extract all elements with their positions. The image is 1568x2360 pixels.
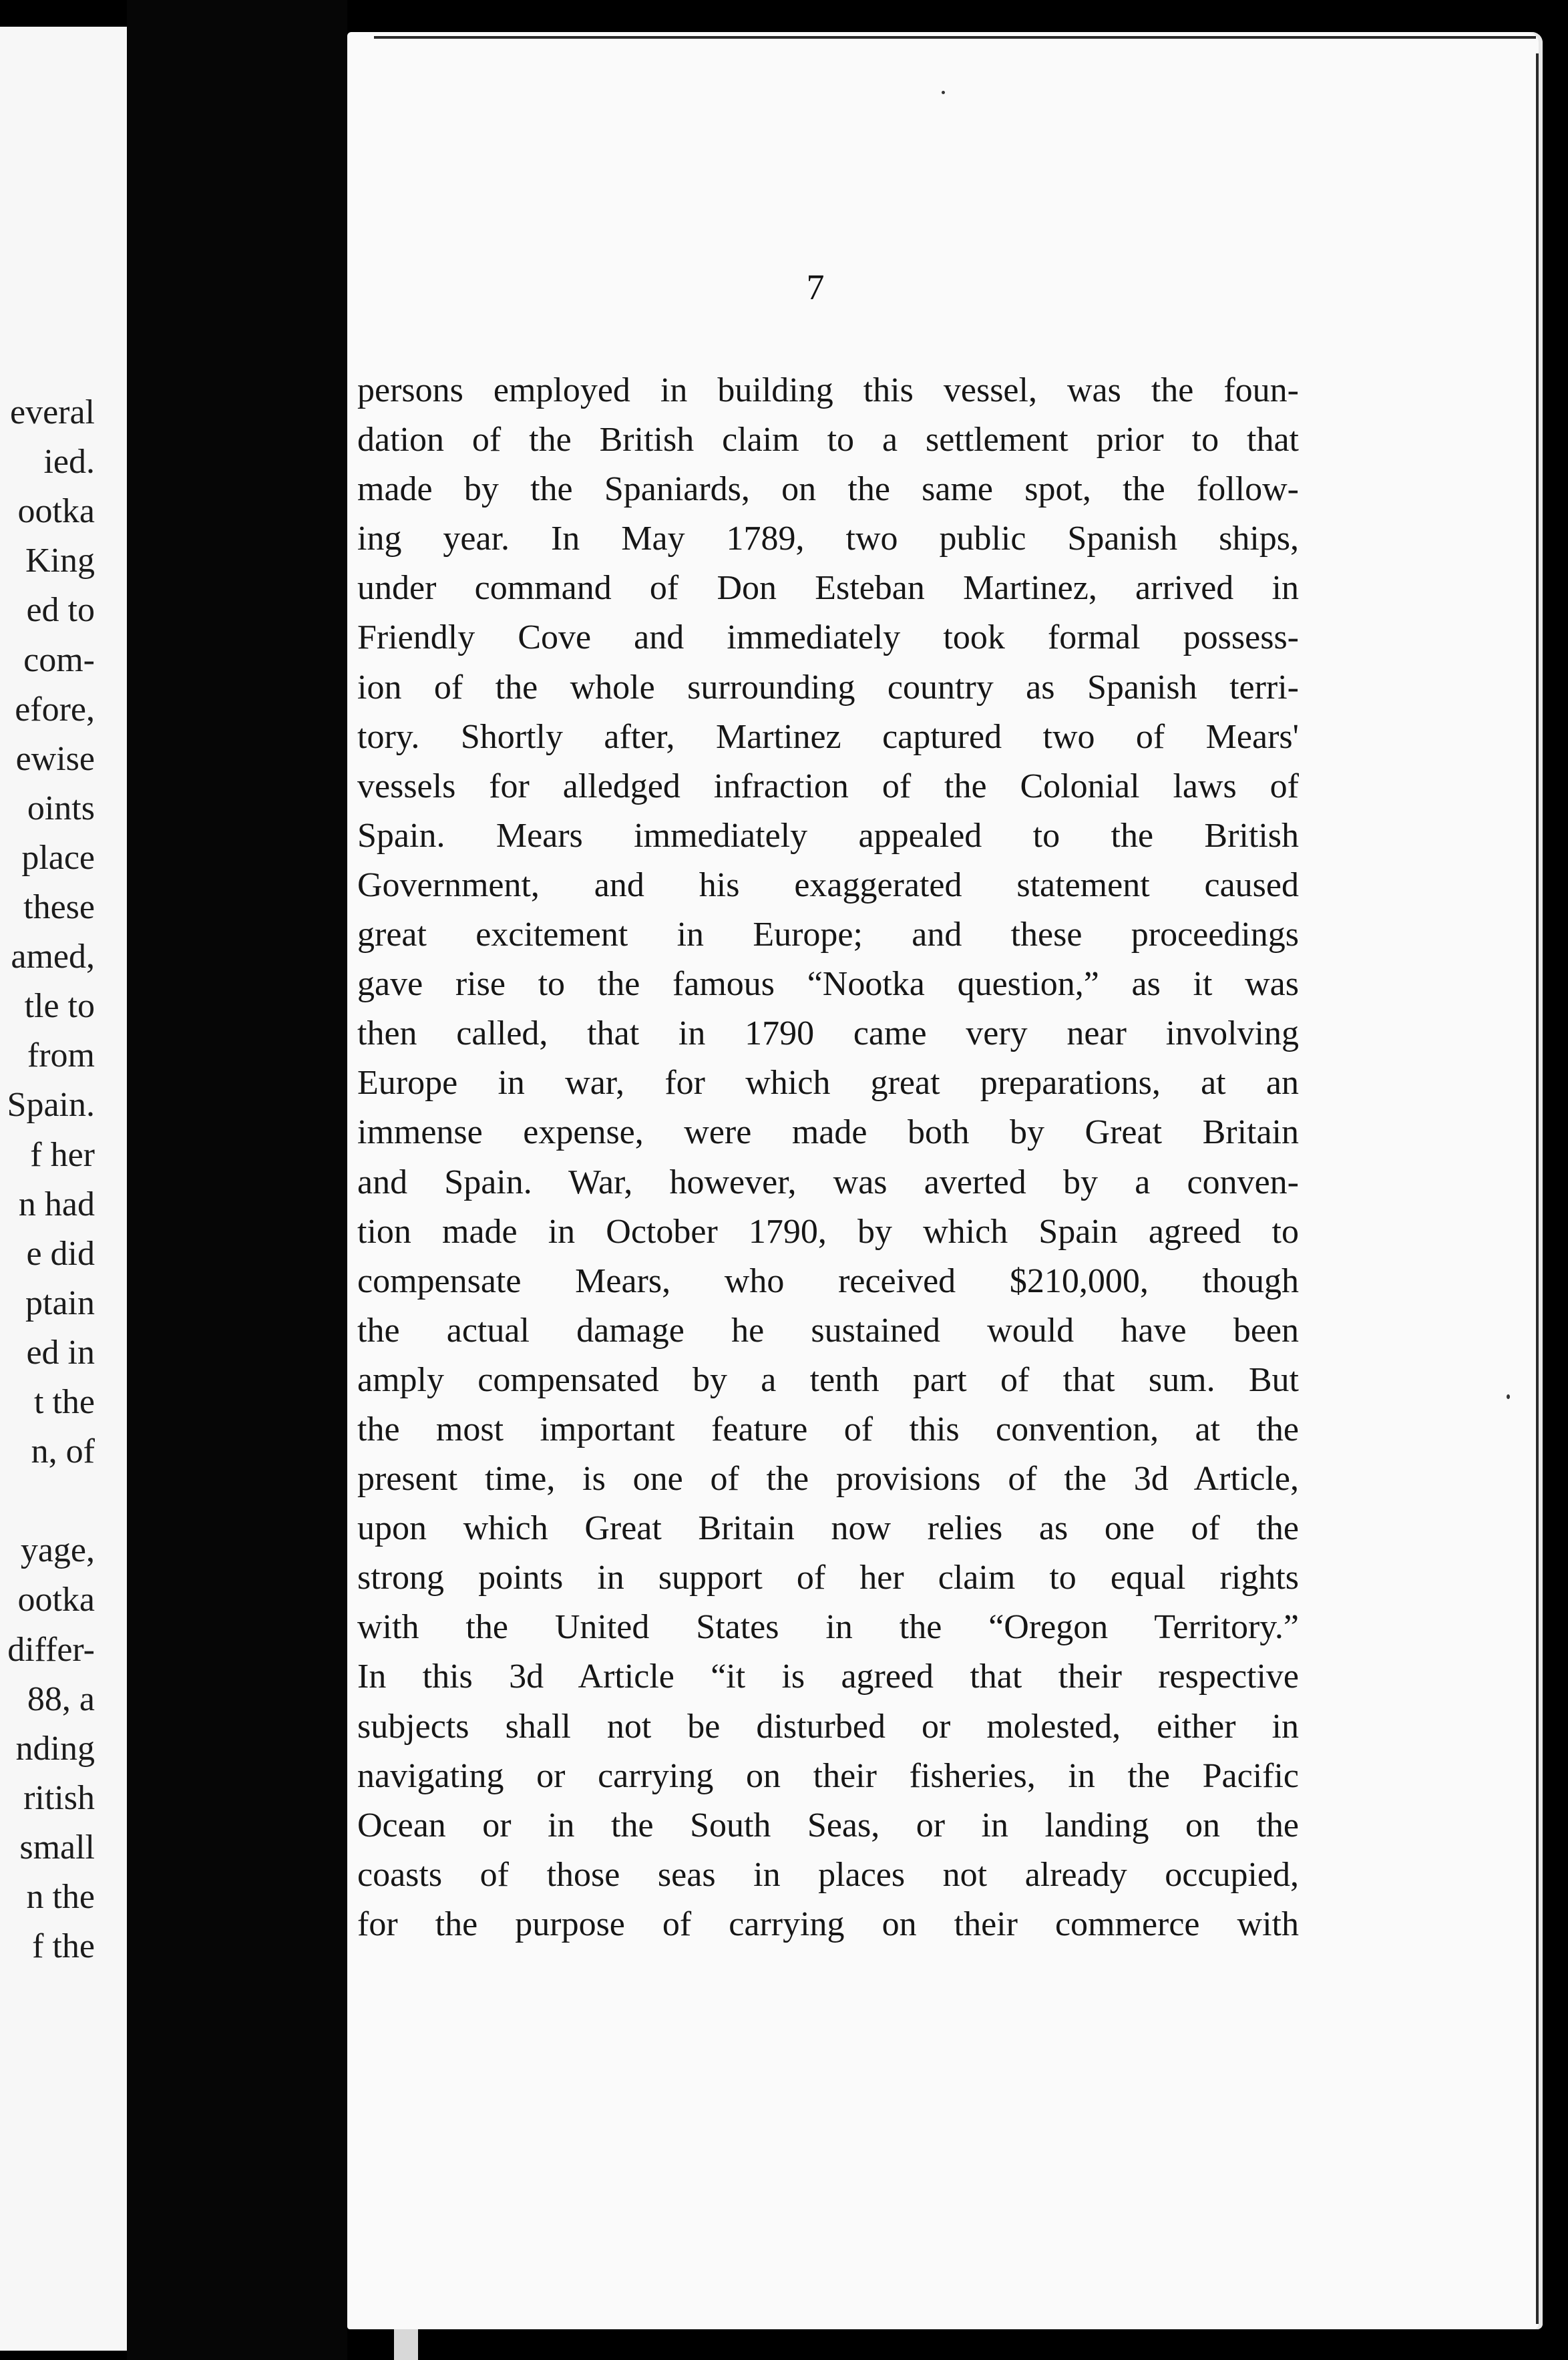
previous-page-line: ed to: [26, 591, 95, 630]
previous-page-line: ed in: [26, 1333, 95, 1372]
previous-page-line: amed,: [11, 938, 95, 976]
body-paragraph: [357, 366, 1299, 1949]
text-line: subjects shall not be disturbed or molested, either in: [357, 1707, 1299, 1746]
previous-page-line: com-: [23, 640, 95, 679]
previous-page-line: oints: [27, 789, 95, 827]
text-line: Europe in war, for which great preparations, at an: [357, 1064, 1299, 1103]
previous-page-line: everal: [9, 393, 95, 431]
text-line: then called, that in 1790 came very near involving: [357, 1014, 1299, 1053]
previous-page-line: e did: [26, 1234, 95, 1273]
previous-page-line: King: [25, 542, 95, 580]
previous-page-line: ied.: [43, 443, 95, 481]
text-line: upon which Great Britain now relies as one of the: [357, 1509, 1299, 1548]
previous-page-line: 88, a: [27, 1680, 95, 1718]
previous-page-line: n, of: [31, 1432, 95, 1471]
text-line: Friendly Cove and immediately took formal possess-: [357, 618, 1299, 657]
previous-page-line: efore,: [15, 690, 95, 729]
text-line: tion made in October 1790, by which Spain agreed to: [357, 1212, 1299, 1251]
text-line: present time, is one of the provisions of the 3d Article,: [357, 1460, 1299, 1499]
previous-page-line: tle to: [24, 987, 95, 1026]
page-number: 7: [806, 267, 825, 307]
text-line: Spain. Mears immediately appealed to the British: [357, 816, 1299, 855]
dust-speck: [1507, 1394, 1510, 1399]
dust-speck: [942, 91, 945, 94]
text-line: under command of Don Esteban Martinez, arrived in: [357, 569, 1299, 608]
text-line: Ocean or in the South Seas, or in landing on the: [357, 1806, 1299, 1844]
text-line: great excitement in Europe; and these proceedings: [357, 916, 1299, 954]
text-line: made by the Spaniards, on the same spot, the follow-: [357, 470, 1299, 509]
previous-page-line: n had: [18, 1185, 95, 1223]
previous-page-line: ootka: [17, 1581, 95, 1619]
page-top-edge: [374, 36, 1536, 39]
text-line: tory. Shortly after, Martinez captured two of Mears': [357, 717, 1299, 756]
text-line: coasts of those seas in places not already occupied,: [357, 1855, 1299, 1894]
text-line: amply compensated by a tenth part of that sum. But: [357, 1360, 1299, 1399]
text-line: ing year. In May 1789, two public Spanish ships,: [357, 520, 1299, 558]
text-line: gave rise to the famous “Nootka question,” as it was: [357, 965, 1299, 1004]
text-line: dation of the British claim to a settlement prior to that: [357, 421, 1299, 459]
text-line: vessels for alledged infraction of the Colonial laws of: [357, 767, 1299, 805]
previous-page-line: ewise: [15, 739, 95, 778]
text-line: with the United States in the “Oregon Territory.”: [357, 1608, 1299, 1647]
text-line: for the purpose of carrying on their commerce with: [357, 1905, 1299, 1943]
text-line: immense expense, were made both by Great Britain: [357, 1113, 1299, 1152]
previous-page-line: differ-: [7, 1630, 95, 1669]
previous-page-line: f the: [32, 1927, 95, 1966]
previous-page-line: from: [27, 1036, 95, 1075]
previous-page-line: f her: [30, 1135, 95, 1174]
previous-page-line: nding: [15, 1729, 95, 1768]
previous-page-line: ootka: [17, 492, 95, 531]
previous-page-line: place: [21, 838, 95, 877]
text-line: and Spain. War, however, was averted by a conven-: [357, 1163, 1299, 1201]
previous-page-line: ritish: [23, 1778, 95, 1817]
text-line: the actual damage he sustained would have been: [357, 1311, 1299, 1350]
text-line: the most important feature of this convention, at the: [357, 1410, 1299, 1448]
previous-page-line: small: [19, 1828, 95, 1866]
previous-page-line: t the: [34, 1383, 95, 1421]
previous-page-line: Spain.: [7, 1086, 95, 1125]
text-line: persons employed in building this vessel, was the foun-: [357, 371, 1299, 409]
text-line: In this 3d Article “it is agreed that their respective: [357, 1657, 1299, 1696]
previous-page-edge: [0, 27, 127, 2351]
text-line: strong points in support of her claim to equal rights: [357, 1559, 1299, 1597]
text-line: compensate Mears, who received $210,000, though: [357, 1261, 1299, 1300]
previous-page-line: n the: [26, 1878, 95, 1916]
previous-page-line: these: [23, 888, 95, 926]
previous-page-line: ptain: [25, 1284, 95, 1322]
page-right-edge: [1536, 53, 1539, 2324]
book-gutter: [127, 0, 347, 2360]
text-line: Government, and his exaggerated statement caused: [357, 865, 1299, 904]
text-line: navigating or carrying on their fisheries, in the Pacific: [357, 1756, 1299, 1795]
previous-page-line: yage,: [20, 1531, 95, 1570]
text-line: ion of the whole surrounding country as Spanish terri-: [357, 668, 1299, 707]
